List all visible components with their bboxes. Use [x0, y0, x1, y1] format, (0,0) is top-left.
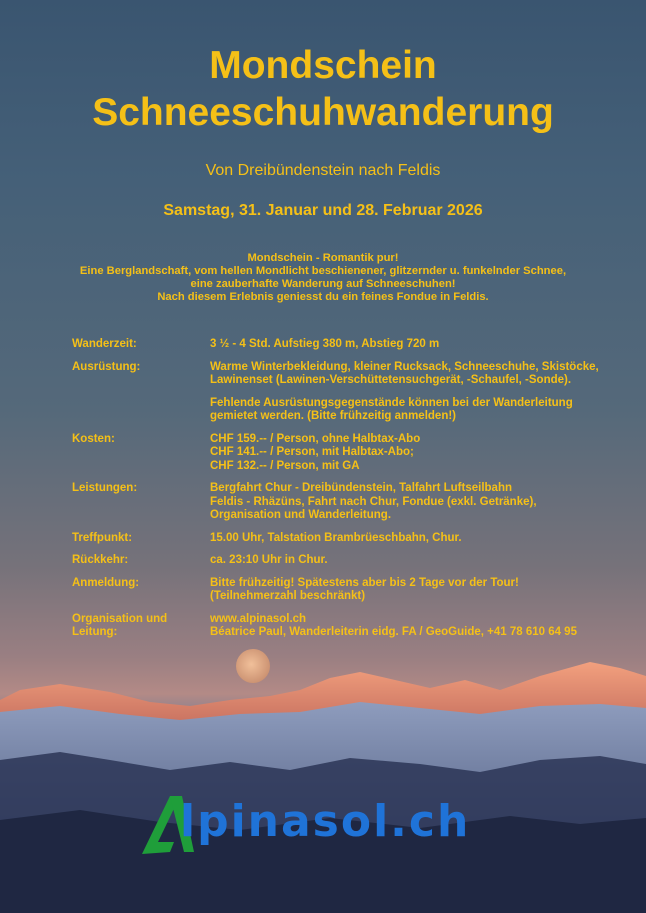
- detail-label-line: Leitung:: [72, 626, 118, 638]
- intro-text: [0, 252, 646, 304]
- detail-row-organisation: [72, 613, 632, 640]
- event-date: Samstag, 31. Januar und 28. Februar 2026: [163, 202, 483, 219]
- detail-line: Organisation und Wanderleitung.: [210, 509, 392, 521]
- detail-value: [210, 577, 632, 604]
- detail-value: [210, 482, 632, 523]
- detail-row-rueckkehr: [72, 554, 632, 568]
- detail-line: CHF 159.-- / Person, ohne Halbtax-Abo: [210, 432, 421, 445]
- detail-line: Warme Winterbekleidung, kleiner Rucksack, Schneeschuhe, Skistöcke,: [210, 360, 599, 373]
- title-line-1: Mondschein: [209, 44, 437, 87]
- contact-line: Béatrice Paul, Wanderleiterin eidg. FA / GeoGuide, +41 78 610 64 95: [210, 626, 577, 638]
- detail-row-anmeldung: [72, 577, 632, 604]
- detail-label: [72, 613, 210, 640]
- detail-line: Bitte frühzeitig! Spätestens aber bis 2 Tage vor der Tour!: [210, 576, 519, 589]
- details-list: [72, 338, 632, 649]
- detail-line: gemietet werden. (Bitte frühzeitig anmelden!): [210, 410, 456, 422]
- detail-label: Rückkehr:: [72, 554, 129, 566]
- moon: [236, 649, 270, 683]
- detail-line: CHF 141.-- / Person, mit Halbtax-Abo;: [210, 446, 414, 458]
- detail-row-treffpunkt: [72, 532, 632, 546]
- detail-value: [210, 433, 632, 474]
- detail-label: Leistungen:: [72, 482, 138, 494]
- detail-line: Bergfahrt Chur - Dreibündenstein, Talfahrt Luftseilbahn: [210, 482, 512, 494]
- detail-line: Feldis - Rhäzüns, Fahrt nach Chur, Fondue (exkl. Getränke),: [210, 495, 537, 508]
- detail-line: Fehlende Ausrüstungsgegenstände können bei der Wanderleitung: [210, 396, 573, 409]
- intro-line: Nach diesem Erlebnis geniesst du ein feines Fondue in Feldis.: [157, 291, 489, 303]
- detail-label: Kosten:: [72, 432, 115, 445]
- detail-label: Ausrüstung:: [72, 360, 141, 373]
- detail-label: Anmeldung:: [72, 576, 140, 589]
- detail-line: CHF 132.-- / Person, mit GA: [210, 459, 360, 472]
- intro-line: Eine Berglandschaft, vom hellen Mondlicht beschienener, glitzernder u. funkelnder Schnee,: [79, 265, 567, 277]
- detail-line: 15.00 Uhr, Talstation Brambrüeschbahn, Chur.: [210, 531, 462, 544]
- detail-row-kosten: [72, 433, 632, 474]
- detail-label: Treffpunkt:: [72, 531, 133, 544]
- detail-value: [210, 532, 632, 546]
- website-link[interactable]: www.alpinasol.ch: [210, 612, 307, 625]
- detail-value: [210, 554, 632, 568]
- page-title: [0, 42, 646, 136]
- detail-label-line: Organisation und: [72, 612, 168, 625]
- alpinasol-logo: [140, 790, 520, 860]
- detail-line: 3 ½ - 4 Std. Aufstieg 380 m, Abstieg 720 m: [210, 338, 440, 350]
- intro-line: Mondschein - Romantik pur!: [247, 252, 399, 264]
- detail-line: (Teilnehmerzahl beschränkt): [210, 590, 366, 602]
- detail-line: ca. 23:10 Uhr in Chur.: [210, 554, 328, 566]
- detail-value: [210, 338, 632, 352]
- detail-label: Wanderzeit:: [72, 338, 137, 350]
- detail-line: Lawinenset (Lawinen-Verschüttetensuchgerät, -Schaufel, -Sonde).: [210, 374, 572, 386]
- detail-row-ausruestung: [72, 361, 632, 424]
- subtitle: Von Dreibündenstein nach Feldis: [205, 162, 441, 179]
- detail-row-wanderzeit: [72, 338, 632, 352]
- detail-value: [210, 613, 632, 640]
- intro-line: eine zauberhafte Wanderung auf Schneeschuhen!: [190, 278, 456, 290]
- detail-row-leistungen: [72, 482, 632, 523]
- logo-text: lpinasol.ch: [180, 796, 471, 847]
- title-line-2: Schneeschuhwanderung: [92, 91, 554, 134]
- detail-value: [210, 361, 632, 424]
